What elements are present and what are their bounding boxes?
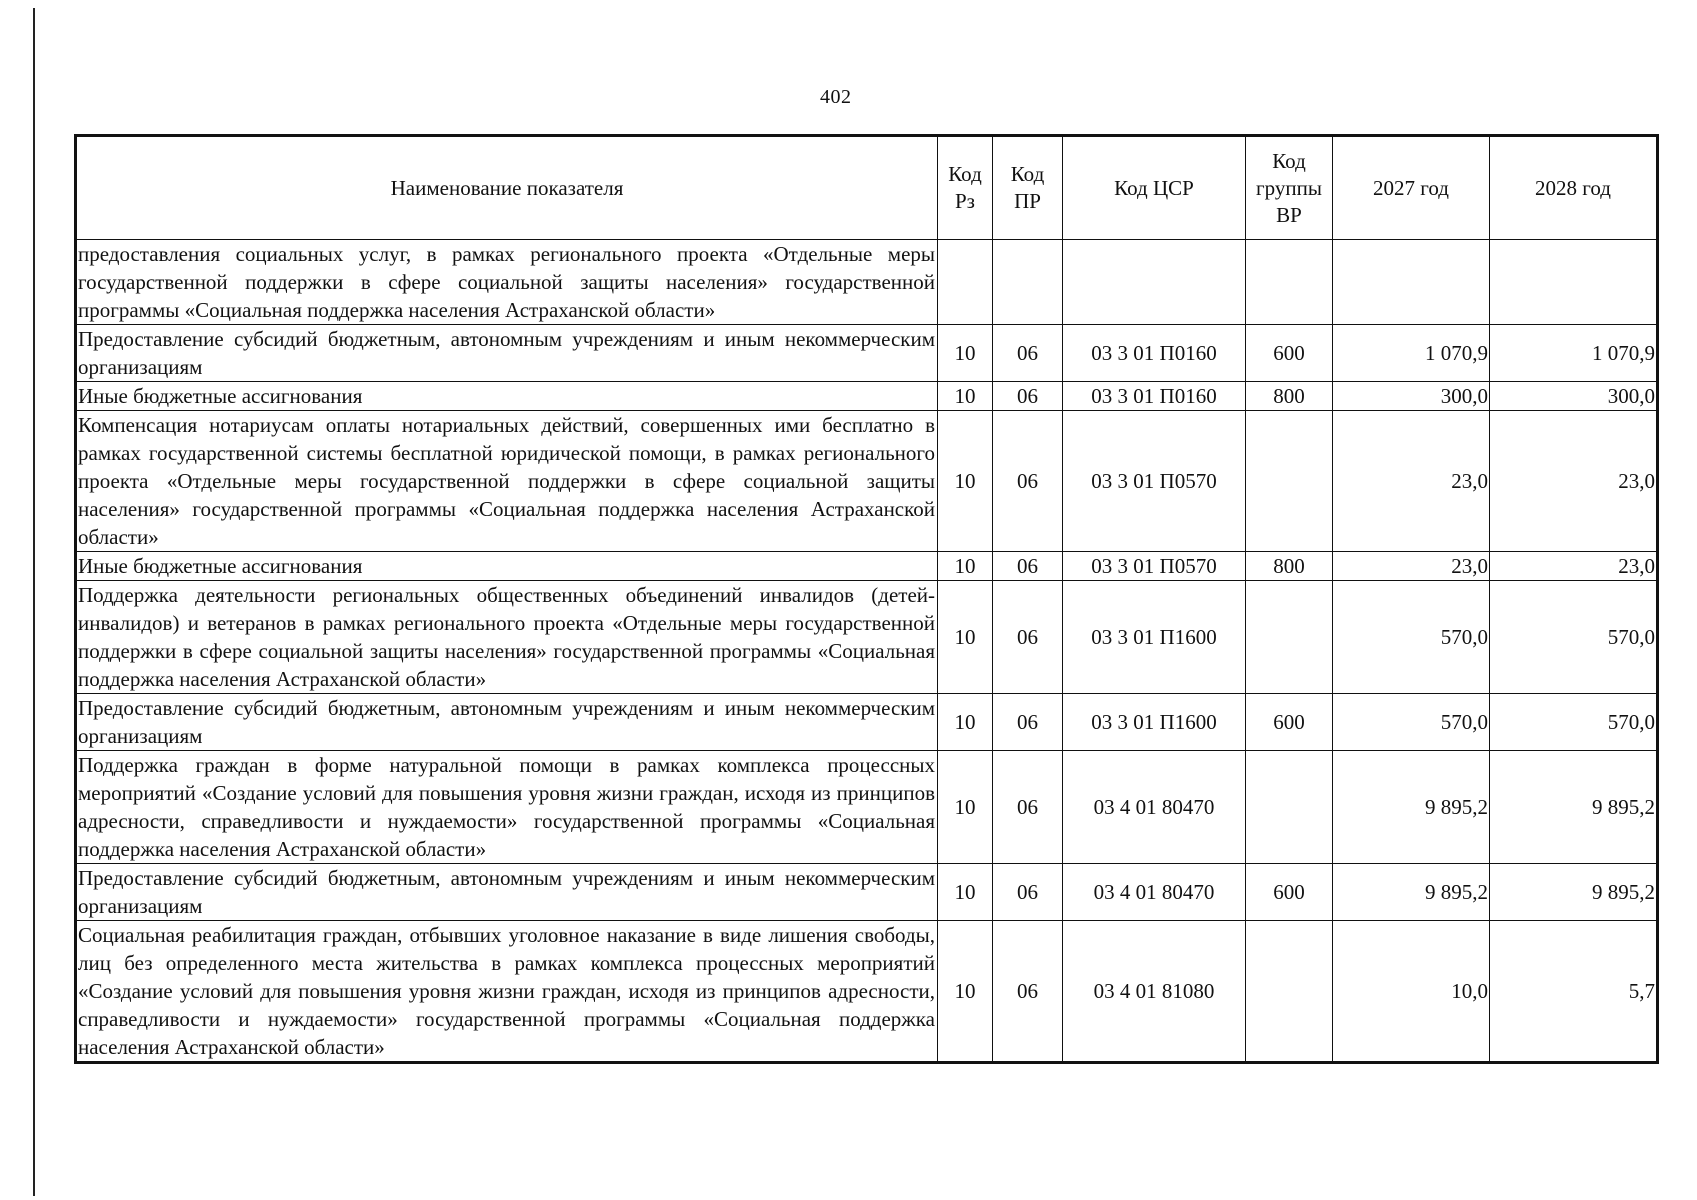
cell-rz: 10 [938, 864, 993, 921]
cell-csr: 03 4 01 80470 [1063, 864, 1246, 921]
cell-y2027: 1 070,9 [1333, 325, 1490, 382]
cell-csr: 03 3 01 П0160 [1063, 382, 1246, 411]
cell-y2027 [1333, 240, 1490, 325]
cell-y2028: 570,0 [1490, 581, 1658, 694]
cell-vr: 800 [1246, 552, 1333, 581]
cell-vr: 600 [1246, 864, 1333, 921]
cell-y2028: 570,0 [1490, 694, 1658, 751]
cell-csr [1063, 240, 1246, 325]
table-body [76, 240, 1658, 1063]
cell-y2027: 300,0 [1333, 382, 1490, 411]
cell-name: Предоставление субсидий бюджетным, автономным учреждениям и иным некоммерческим организациям [76, 864, 938, 921]
cell-vr [1246, 921, 1333, 1063]
cell-csr: 03 3 01 П1600 [1063, 694, 1246, 751]
cell-pr: 06 [993, 581, 1063, 694]
table-row [76, 694, 1658, 751]
cell-csr: 03 3 01 П0570 [1063, 411, 1246, 552]
cell-name: Предоставление субсидий бюджетным, автономным учреждениям и иным некоммерческим организациям [76, 325, 938, 382]
cell-pr: 06 [993, 325, 1063, 382]
cell-vr [1246, 240, 1333, 325]
header-pr: Код ПР [993, 136, 1063, 240]
cell-y2028: 9 895,2 [1490, 864, 1658, 921]
cell-name: Иные бюджетные ассигнования [76, 552, 938, 581]
header-2028: 2028 год [1490, 136, 1658, 240]
cell-name: Иные бюджетные ассигнования [76, 382, 938, 411]
table-row [76, 240, 1658, 325]
cell-csr: 03 3 01 П0160 [1063, 325, 1246, 382]
header-name: Наименование показателя [76, 136, 938, 240]
cell-y2027: 9 895,2 [1333, 751, 1490, 864]
cell-pr: 06 [993, 864, 1063, 921]
cell-csr: 03 4 01 80470 [1063, 751, 1246, 864]
cell-y2028: 1 070,9 [1490, 325, 1658, 382]
cell-y2027: 10,0 [1333, 921, 1490, 1063]
budget-table [74, 134, 1659, 1064]
page-number: 402 [820, 86, 852, 108]
cell-vr [1246, 751, 1333, 864]
cell-name: Поддержка деятельности региональных общественных объединений инвалидов (детей-инвалидов) и ветеранов в рамках регионального проекта «Отдельные меры государственной поддержки в сфере социальной защиты населения» государственной программы «Социальная поддержка населения Астраханской области» [76, 581, 938, 694]
cell-pr: 06 [993, 552, 1063, 581]
cell-vr: 800 [1246, 382, 1333, 411]
header-2027: 2027 год [1333, 136, 1490, 240]
cell-y2027: 9 895,2 [1333, 864, 1490, 921]
cell-y2028 [1490, 240, 1658, 325]
table-header [76, 136, 1658, 240]
table-row [76, 411, 1658, 552]
cell-pr: 06 [993, 411, 1063, 552]
table-row [76, 864, 1658, 921]
cell-rz [938, 240, 993, 325]
cell-vr: 600 [1246, 694, 1333, 751]
cell-y2028: 23,0 [1490, 411, 1658, 552]
cell-rz: 10 [938, 325, 993, 382]
cell-name: Социальная реабилитация граждан, отбывших уголовное наказание в виде лишения свободы, лиц без определенного места жительства в рамках комплекса процессных мероприятий «Создание условий для повышения уровня жизни граждан, исходя из принципов адресности, справедливости и нуждаемости» государственной программы «Социальная поддержка населения Астраханской области» [76, 921, 938, 1063]
cell-y2028: 5,7 [1490, 921, 1658, 1063]
cell-name: Компенсация нотариусам оплаты нотариальных действий, совершенных ими бесплатно в рамках государственной системы бесплатной юридической помощи, в рамках регионального проекта «Отдельные меры государственной поддержки в сфере социальной защиты населения» государственной программы «Социальная поддержка населения Астраханской области» [76, 411, 938, 552]
cell-y2027: 570,0 [1333, 581, 1490, 694]
cell-name: предоставления социальных услуг, в рамках регионального проекта «Отдельные меры государственной поддержки в сфере социальной защиты населения» государственной программы «Социальная поддержка населения Астраханской области» [76, 240, 938, 325]
cell-rz: 10 [938, 751, 993, 864]
table-row [76, 552, 1658, 581]
cell-y2028: 300,0 [1490, 382, 1658, 411]
cell-pr: 06 [993, 382, 1063, 411]
cell-y2027: 570,0 [1333, 694, 1490, 751]
cell-vr [1246, 581, 1333, 694]
cell-pr: 06 [993, 921, 1063, 1063]
table-row [76, 382, 1658, 411]
header-rz: Код Рз [938, 136, 993, 240]
table-row [76, 581, 1658, 694]
cell-rz: 10 [938, 411, 993, 552]
cell-rz: 10 [938, 581, 993, 694]
table-row [76, 921, 1658, 1063]
cell-csr: 03 3 01 П0570 [1063, 552, 1246, 581]
cell-name: Предоставление субсидий бюджетным, автономным учреждениям и иным некоммерческим организациям [76, 694, 938, 751]
left-margin-rule [33, 8, 35, 1196]
cell-rz: 10 [938, 552, 993, 581]
cell-rz: 10 [938, 921, 993, 1063]
header-vr: Код группы ВР [1246, 136, 1333, 240]
cell-csr: 03 4 01 81080 [1063, 921, 1246, 1063]
header-csr: Код ЦСР [1063, 136, 1246, 240]
cell-y2027: 23,0 [1333, 411, 1490, 552]
table-row [76, 751, 1658, 864]
cell-pr [993, 240, 1063, 325]
cell-pr: 06 [993, 694, 1063, 751]
cell-pr: 06 [993, 751, 1063, 864]
cell-rz: 10 [938, 694, 993, 751]
table-row [76, 325, 1658, 382]
cell-csr: 03 3 01 П1600 [1063, 581, 1246, 694]
cell-y2027: 23,0 [1333, 552, 1490, 581]
cell-rz: 10 [938, 382, 993, 411]
cell-name: Поддержка граждан в форме натуральной помощи в рамках комплекса процессных мероприятий «Создание условий для повышения уровня жизни граждан, исходя из принципов адресности, справедливости и нуждаемости» государственной программы «Социальная поддержка населения Астраханской области» [76, 751, 938, 864]
cell-y2028: 9 895,2 [1490, 751, 1658, 864]
cell-vr: 600 [1246, 325, 1333, 382]
cell-y2028: 23,0 [1490, 552, 1658, 581]
cell-vr [1246, 411, 1333, 552]
